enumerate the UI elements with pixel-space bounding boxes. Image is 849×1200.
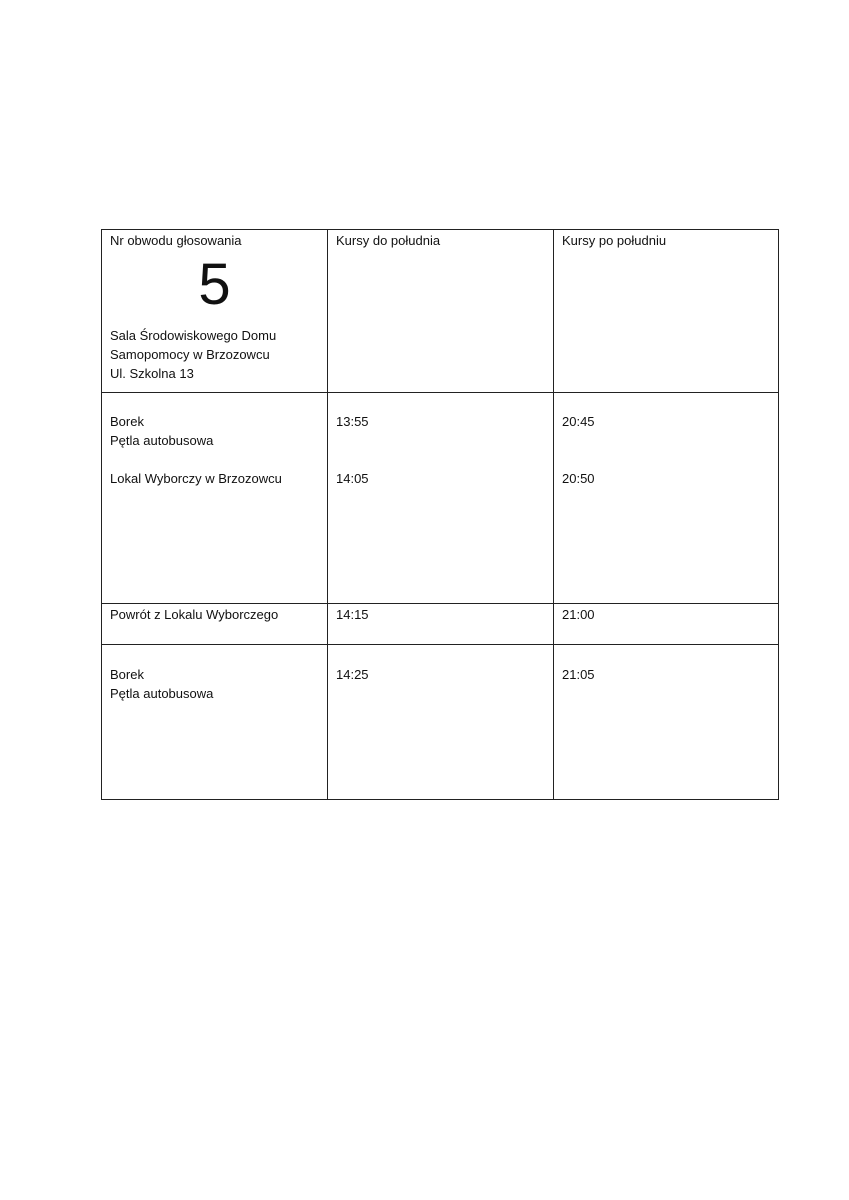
route2-stops-cell [102,645,328,800]
location-line-1: Sala Środowiskowego Domu [110,328,277,343]
departure-time: 14:25 [336,667,369,682]
table-header-row [102,230,779,393]
route1-morning-cell [328,393,554,604]
afternoon-header-cell [554,230,779,393]
stop-name: Borek [110,414,144,429]
departure-time: 14:05 [336,471,369,486]
return-morning-cell [328,604,554,645]
location-line-3: Ul. Szkolna 13 [110,366,194,381]
route2-morning-cell [328,645,554,800]
table-row [102,393,779,604]
departure-time: 20:45 [562,414,595,429]
stop-name: Lokal Wyborczy w Brzozowcu [110,471,282,486]
departure-time: 21:00 [562,607,595,622]
return-afternoon-cell [554,604,779,645]
departure-time: 20:50 [562,471,595,486]
departure-time: 14:15 [336,607,369,622]
route1-stops-cell [102,393,328,604]
district-number: 5 [198,252,231,317]
stop-detail: Pętla autobusowa [110,686,214,701]
bus-schedule-table [101,229,779,800]
stop-name: Borek [110,667,144,682]
route1-afternoon-cell [554,393,779,604]
departure-time: 13:55 [336,414,369,429]
route2-afternoon-cell [554,645,779,800]
morning-header-cell [328,230,554,393]
district-cell [102,230,328,393]
return-label: Powrót z Lokalu Wyborczego [110,607,279,622]
departure-time: 21:05 [562,667,595,682]
table-row [102,645,779,800]
afternoon-column-header: Kursy po południu [562,233,667,248]
table-row [102,604,779,645]
morning-column-header: Kursy do południa [336,233,441,248]
stop-detail: Pętla autobusowa [110,433,214,448]
district-label: Nr obwodu głosowania [110,233,242,248]
return-label-cell [102,604,328,645]
location-line-2: Samopomocy w Brzozowcu [110,347,270,362]
